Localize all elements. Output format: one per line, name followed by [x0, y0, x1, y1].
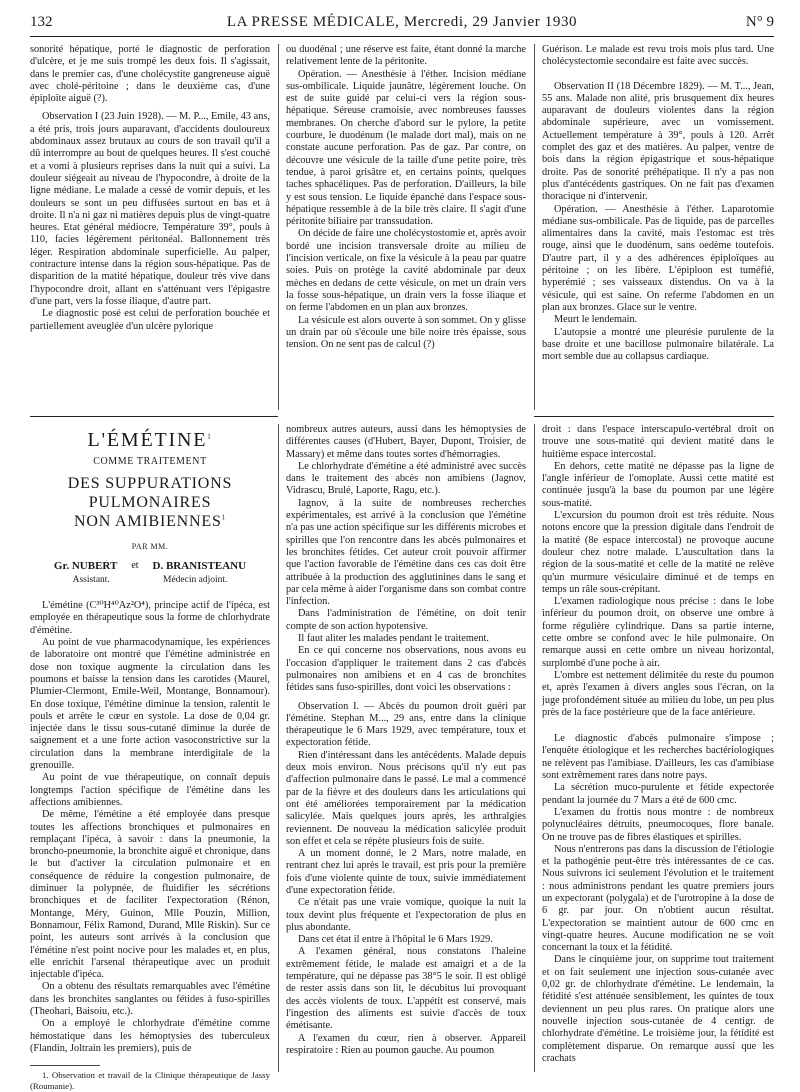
paragraph: Le diagnostic posé est celui de perforation bouchée et partiellement aveuglée d'un ulcère pylorique — [30, 308, 270, 332]
paragraph: L'excursion du poumon droit est très réduite. Nous notons encore que la pression digitale dans l'endroit de la matité (8e espace intercostal) ne provoque aucune douleur chez notre malade. L'auscultation dans la région de la sous-matité et celle de la matité ne relève qu'un murmure vésiculaire diminué et de temps en temps un râle sous-crépitant. — [542, 510, 774, 595]
author-name: D. BRANISTEANU — [152, 559, 247, 572]
paragraph: On a obtenu des résultats remarquables avec l'émétine dans les bronchites sanglantes ou fétides à fuso-spirilles (Theohari, Baisoiu, etc.). — [30, 981, 270, 1017]
paragraph: ou duodénal ; une réserve est faite, étant donné la marche relativement lente de la péritonite. — [286, 44, 526, 68]
paragraph: Nous n'entrerons pas dans la discussion de l'étiologie et la pathogénie peut-être très intéressantes de ce cas. Nous suivrons ici seulement l'évolution et le traitement : nous administrons pendant les quatre premiers jours un expectorant (polygala) et de l'urotropine à la dose de 6 gr. par jour. On n'obtient aucun résultat. L'expectoration se maintient autour de 600 cmc en vingt-quatre heures. Aucune modification ne se voit concernant la toux et la fétidité. — [542, 843, 774, 954]
observation-paragraph: Observation I (23 Juin 1928). — M. P..., Emile, 43 ans, a été pris, trois jours auparavant, d'accidents douloureux abdominaux assez brutaux au cours de son travail qu'il a dû interrompre au bout de quelques heures. Il s'est couché et a vomi à plusieurs reprises dans la nuit qui a suivi. La douleur siégeait au niveau de l'hypocondre, à droite de la ligne médiane. Le malade a cessé de vomir depuis, et les douleurs se sont un peu diffusées surtout en bas et à droite. Il n'a ni gaz ni matières depuis plus de vingt-quatre heures. Etat général médiocre. Température 39°, pouls à 110, facies légèrement péritonéal. Ballonnement très léger. Respiration abdominale superficielle. Au palper, contracture intense dans la région sous-hépatique. Pas de disparition de la matité hépatique, douleur très vive dans l'hypocondre droit, allant en s'atténuant vers l'épigastre d'une part, vers la fosse iliaque, d'autre part. — [30, 111, 270, 307]
paragraph: Il faut aliter les malades pendant le traitement. — [298, 633, 489, 645]
operation-paragraph: Opération. — Anesthésie à l'éther. Incision médiane sus-ombilicale. Liquide jaunâtre, légèrement louche. On est de suite guidé par celui-ci vers la région sous-hépatique. Séreuse cramoisie, avec nombreuses fausses membranes. On cherche d'abord sur le pylore, la petite courbure, le duodénum (le malade dort mal), mais on ne constate aucune perforation. Pas de gaz. Par contre, on découvre une vésicule de la taille d'une petite poire, très tendue, à paroi grisâtre et, en certains points, quelques taches sphacéliques. Pas de perforation. D'ailleurs, la bile y est sous tension. Le liquide épanché dans l'espace sous-hépatique ressemble à de la bile très claire. Il s'agit d'une péritonite biliaire par transsudation. — [286, 68, 526, 228]
author-roles — [30, 574, 270, 586]
observation-paragraph: Observation I. — Abcès du poumon droit guéri par l'émétine. Stephan M..., 29 ans, entre dans la clinique thérapeutique le 6 Mars 1929, avec température, toux et expectoration fétide. — [286, 700, 526, 749]
paragraph: On a employé le chlorhydrate d'émétine comme hémostatique dans les hémoptysies des tuberculeux (Flandin, Joltrain les premiers), puis de — [30, 1018, 270, 1054]
byline-label: PAR MM. — [131, 542, 169, 552]
paragraph: Dans cet état il entre à l'hôpital le 6 Mars 1929. — [298, 934, 493, 946]
page-number: 132 — [30, 14, 53, 30]
article-column-3 — [542, 424, 774, 1072]
paragraph: L'examen du frottis nous montre : de nombreux polynucléaires détruits, pneumocoques, flore banale. On ne trouve pas de fibres élastiques et spirilles. — [542, 806, 774, 843]
article-subtitle: COMME TRAITEMENT — [93, 456, 207, 467]
paragraph: A l'examen général, nous constatons l'haleine extrêmement fétide, le malade est amaigri et a de la température, qui ne dépasse pas 38°5 le soir. Il est obligé de rester assis dans son lit, le décubitus lui provoquant des accès violents de toux. L'appétit est conservé, mais l'ingestion des aliments est suivie d'accès de toux émétisante. — [286, 946, 526, 1032]
section-divider — [30, 416, 278, 417]
paragraph: De même, l'émétine a été employée dans presque toutes les affections bronchiques et pulmonaires en remplaçant l'ipéca, à savoir : dans la pneumonie, la broncho-pneumonie, la bronchite aiguë et chronique, dans le but d'activer la circulation pulmonaire et en conséquence de réduire la congestion pulmonaire, de diminuer la polypnée, de fluidifier les sécrétions bronchiques et de faciliter l'expectoration (Rénon, Montange, Méry, Guinon, Mlle Pouzin, Million, Bonnamour, Félix Ramond, Durand, Mlle Riskin). Sur ce point, les auteurs sont arrivés à la conclusion que l'émétine n'est point nocive pour les malades et, en plus, elle enrichit l'arsenal thérapeutique avec un produit injectable d'ipéca. — [30, 809, 270, 981]
article-column-1 — [30, 424, 270, 1092]
footnote: 1. Observation et travail de la Clinique thérapeutique de Jassy (Roumanie). — [30, 1070, 270, 1092]
article-title: L'ÉMÉTINE$^1$ — [87, 429, 213, 451]
paragraph: Le diagnostic d'abcès pulmonaire s'impose ; l'enquête étiologique et les recherches bactériologiques ne relèvent pas l'amibiase. D'ailleurs, les cas d'amibiase sont extrêmement rares dans notre pays. — [542, 733, 774, 782]
paragraph: Ce n'était pas une vraie vomique, quoique la nuit la toux devint plus fréquente et l'expectoration de plus en plus abondante. — [286, 897, 526, 933]
column-divider — [534, 424, 535, 1072]
footnote-rule — [30, 1065, 100, 1066]
paragraph: A un moment donné, le 2 Mars, notre malade, en rentrant chez lui après le travail, est pris pour la première fois d'une violente quinte de toux, suivie immédiatement d'une expectoration fétide. — [286, 848, 526, 896]
paragraph: En ce qui concerne nos observations, nous avons eu l'occasion d'appliquer le traitement dans 2 cas d'abcès pulmonaires non amibiens et en 4 cas de bronchites fétides sans fuso-spirilles, dont voici les observations : — [286, 645, 526, 694]
article-column-2 — [286, 424, 526, 1072]
journal-title: LA PRESSE MÉDICALE, Mercredi, 29 Janvier 1930 — [226, 14, 578, 30]
paragraph: La vésicule est alors ouverte à son sommet. On y glisse un drain par où s'écoule une bile noire très épaisse, sous tension. On ne sent pas de calcul (?) — [286, 314, 526, 351]
page-header — [30, 10, 774, 37]
section-divider — [534, 416, 774, 417]
paragraph: Au point de vue pharmacodynamique, les expériences de laboratoire ont montré que l'émétine administrée en dose non toxique augmente la circulation dans les poumons et baisse la tension dans les carotides (Maurel, Plumier-Clermont, Emile-Weil, Montange, Bonnamour). En dose toxique, l'émétine diminue la tension, ralentit le pouls et arrête le cœur en systole. La dose de 0,04 gr. injectée dans le tissu sous-cutané diminue la durée de saignement et a une forte action vasoconstrictive sur la circulation dans la membrane interdigitale de la grenouille. — [30, 637, 270, 772]
paragraph: sonorité hépatique, porté le diagnostic de perforation d'ulcère, et je me suis trompé les deux fois. Il s'agissait, dans le premier cas, d'une cholécystite gangreneuse aiguë avec cholé-péritoine ; dans le deuxième cas, d'une épiploïte aiguë (?). — [30, 44, 270, 105]
paragraph: En dehors, cette matité ne dépasse pas la ligne de l'angle inférieur de l'omoplate. Aussi cette matité est continuée jusqu'à la base du poumon par une légère sous-matité. — [542, 460, 774, 509]
paragraph: L'émétine (C³⁰H⁴⁰Az²O⁴), principe actif de l'ipéca, est employée en thérapeutique sous la forme de chlorhydrate d'émétine. — [30, 600, 270, 636]
author-conjunction: et — [131, 559, 139, 571]
paragraph: A l'examen du cœur, rien à observer. Appareil respiratoire : Rien au poumon gauche. Au poumon — [286, 1032, 526, 1056]
operation-paragraph: Opération. — Anesthésie à l'éther. Laparotomie médiane sus-ombilicale. Pas de liquide, pas de parcelles alimentaires dans la cavité, mais l'estomac est très rouge, ainsi que le duodénum, sans oedème toutefois. D'autre part, il y a des adhérences épiploïques au péritoine ; on les libère. L'épiploon est tuméfié, hyperémié ; ses vaisseaux distendus. On va à la vésicule, qui est saine. On referme l'abdomen en un plan aux bronzes. Glace sur le ventre. — [542, 203, 774, 313]
paragraph: Guérison. Le malade est revu trois mois plus tard. Une cholécystectomie secondaire est faite avec succès. — [542, 44, 774, 68]
paragraph: Rien d'intéressant dans les antécédents. Malade depuis deux mois environ. Nous précisons qu'il n'y eut pas d'affection pulmonaire dans le passé. Le mal a commencé par de la fièvre et des douleurs dans les articulations qui ont été améliorées temporairement par la médication salicylée. Mais quelques jours après, les arthralgies reviennent. De nouveau la médication salicylée produit son effet et cela se répète plusieurs fois de suite. — [286, 749, 526, 847]
article-title-line2: DES SUPPURATIONS PULMONAIRES — [67, 475, 233, 512]
top-column-2 — [286, 44, 526, 412]
authors — [30, 560, 270, 572]
paragraph: On décide de faire une cholécystostomie et, après avoir bordé une incision transversale droite au milieu de l'incision verticale, on fixe la vésicule à la peau par quatre soies. Puis on protège la cavité abdominale par deux mèches en dedans de cette vésicule, on met un drain vers la fosse sous-hépatique, un drain vers la fosse iliaque et on ferme l'abdomen en un plan aux bronzes. — [286, 228, 526, 314]
article-title-line3: NON AMIBIENNES$^1$ — [74, 513, 226, 531]
article-heading — [30, 428, 270, 586]
issue-number: N° 9 — [745, 14, 774, 30]
top-column-3 — [542, 44, 774, 412]
paragraph: Dans le cinquième jour, on supprime tout traitement et on fait seulement une injection sous-cutanée avec 0,02 gr. de chlorhydrate d'émétine. Le lendemain, la fétidité s'est atténuée sensiblement, les quintes de toux deviennent un peu plus rares. On pratique alors une nouvelle injection sous-cutanée de 4 centigr. de chlorhydrate d'émétine. Le troisième jour, la fétidité est complètement disparue. On remarque aussi que les crachats — [542, 954, 774, 1064]
paragraph: droit : dans l'espace interscapulo-vertébral droit on trouve une sous-matité qui devient matité dans le huitième espace intercostal. — [542, 424, 774, 460]
paragraph: Le chlorhydrate d'émétine a été administré avec succès dans le traitement des abcès non amibiens (Jagnov, Vidrascu, Brulé, Laporte, Ragu, etc.). — [286, 460, 526, 497]
author-name: Gr. NUBERT — [53, 559, 118, 572]
column-divider — [278, 424, 279, 1072]
paragraph: L'examen radiologique nous précise : dans le lobe inférieur du poumon droit, on observe une ombre à forme régulière cylindrique. Dans sa partie interne, cette ombre se confond avec le hile pulmonaire. On remarque aussi en cette ombre un niveau horizontal, surplombé d'une poche à air. — [542, 596, 774, 669]
column-divider — [278, 44, 279, 410]
author-role: Médecin adjoint. — [163, 574, 228, 585]
paragraph: Au point de vue thérapeutique, on connaît depuis longtemps l'action spécifique de l'émétine dans les affections amibiennes. — [30, 772, 270, 808]
paragraph: Dans l'administration de l'émétine, on doit tenir compte de son action hypotensive. — [286, 608, 526, 632]
top-column-1 — [30, 44, 270, 412]
observation-paragraph: Observation II (18 Décembre 1829). — M. T..., Jean, 55 ans. Malade non alité, pris brusquement dix heures auparavant de douleurs violentes dans la région abdominale supérieure, avec un vomissement. Actuellement température à 39°, pouls à 120. Arrêt complet des gaz et des matières. Au palper, ventre de bois dans la région épigastrique et sous-hépatique droite. Pas de sonorité préhépatique. Il n'y a pas non plus d'antécédents gastriques. On ne fait pas d'examen thoracique ni d'intervenir. — [542, 80, 774, 203]
column-divider — [534, 44, 535, 410]
paragraph: L'ombre est nettement délimitée du reste du poumon et, après l'examen à divers angles sous l'écran, on la juge profondément située au milieu du lobe, un peu plus près de la face postérieure que de la face antérieure. — [542, 669, 774, 718]
paragraph: nombreux autres auteurs, aussi dans les hémoptysies de différentes causes (d'Hubert, Bayer, Dupont, Troisier, de Massary) et même dans toutes sortes d'hémorragies. — [286, 424, 526, 460]
paragraph: Iagnov, à la suite de nombreuses recherches expérimentales, est arrivé à la conclusion que l'émétine n'a pas une action spécifique sur les différents microbes et spirilles que l'on rencontre dans les abcès pulmonaires et les bronchites fétides. Cet auteur croit pouvoir affirmer que l'action favorable de l'émétine dans ces cas doit être attribuée à la production des agglutinines dans le sang et par cela même à aider l'organisme dans son combat contre l'infection. — [286, 497, 526, 608]
paragraph: L'autopsie a montré une pleurésie purulente de la base droite et une bacillose pulmonaire bilatérale. La mort semble due au collapsus cardiaque. — [542, 326, 774, 363]
author-role: Assistant. — [72, 574, 110, 585]
paragraph: Meurt le lendemain. — [554, 314, 638, 326]
paragraph: La sécrétion muco-purulente et fétide expectorée pendant la journée du 7 Mars a été de 600 cmc. — [542, 782, 774, 806]
